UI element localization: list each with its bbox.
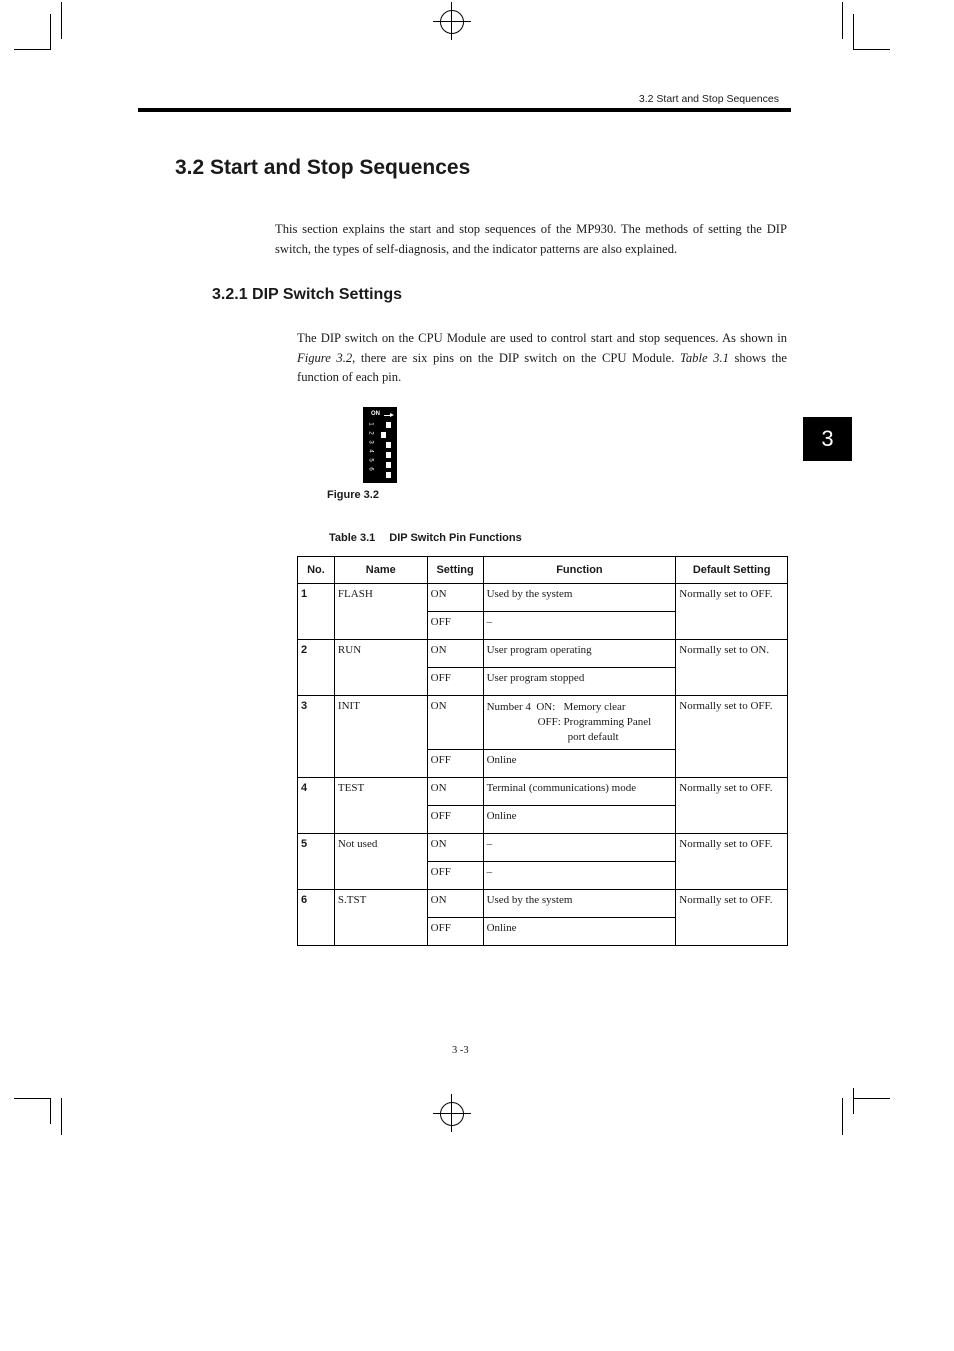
dip-pin: [386, 452, 391, 458]
pin-function: Online: [483, 918, 676, 946]
crop-mark: [853, 1098, 890, 1099]
registration-mark-h: [433, 1113, 471, 1114]
pin-setting: ON: [427, 696, 483, 750]
pin-number: 4: [298, 778, 335, 834]
intro-paragraph: This section explains the start and stop sequences of the MP930. The methods of setting the DIP switch, the types of self-diagnosis, and the indicator patterns are also explained.: [275, 222, 787, 256]
crop-mark: [842, 1098, 843, 1135]
column-header: Name: [334, 557, 427, 584]
body-text-2: , there are six pins on the DIP switch on the CPU Module.: [352, 350, 680, 365]
registration-mark: [440, 1102, 464, 1126]
figure-caption: Figure 3.2: [327, 489, 379, 501]
dip-pin-number: 1: [367, 422, 374, 426]
pin-number: 6: [298, 890, 335, 946]
pin-setting: OFF: [427, 862, 483, 890]
pin-default: Normally set to OFF.: [676, 778, 788, 834]
dip-pin: [386, 462, 391, 468]
crop-mark: [50, 14, 51, 50]
subsection-heading: 3.2.1 DIP Switch Settings: [212, 286, 402, 303]
crop-mark: [842, 2, 843, 39]
crop-mark: [14, 1098, 51, 1099]
pin-number: 5: [298, 834, 335, 890]
pin-function: Terminal (communications) mode: [483, 778, 676, 806]
crop-mark: [853, 14, 854, 50]
section-heading: 3.2 Start and Stop Sequences: [175, 156, 471, 179]
crop-mark: [14, 49, 51, 50]
column-header: Function: [483, 557, 676, 584]
crop-mark: [61, 2, 62, 39]
pin-setting: OFF: [427, 806, 483, 834]
pin-function: Online: [483, 806, 676, 834]
dip-pin-number: 3: [367, 440, 374, 444]
pin-name: FLASH: [334, 584, 427, 640]
column-header: No.: [298, 557, 335, 584]
body-paragraph: [297, 329, 787, 388]
registration-mark: [440, 10, 464, 34]
dip-on-label: ON: [371, 411, 380, 417]
pin-name: INIT: [334, 696, 427, 778]
pin-setting: ON: [427, 584, 483, 612]
chapter-tab: 3: [803, 417, 852, 461]
dip-pin: [386, 472, 391, 478]
table-row: [298, 834, 788, 862]
pin-function: Online: [483, 750, 676, 778]
pin-setting: OFF: [427, 918, 483, 946]
pin-setting: ON: [427, 640, 483, 668]
pin-name: TEST: [334, 778, 427, 834]
pin-function: Used by the system: [483, 890, 676, 918]
pin-setting: OFF: [427, 612, 483, 640]
pin-number: 2: [298, 640, 335, 696]
table-caption-number: Table 3.1: [329, 532, 376, 544]
pin-default: Normally set to OFF.: [676, 834, 788, 890]
pin-number: 3: [298, 696, 335, 778]
dip-pin: [386, 422, 391, 428]
pin-function: User program stopped: [483, 668, 676, 696]
crop-mark: [853, 49, 890, 50]
pin-function: [483, 696, 676, 750]
pin-setting: OFF: [427, 668, 483, 696]
registration-mark-v: [451, 1094, 452, 1132]
header-rule: [138, 108, 791, 112]
function-line: port default: [567, 731, 619, 743]
registration-mark-v: [451, 2, 452, 40]
pin-function: Used by the system: [483, 584, 676, 612]
table-row: [298, 778, 788, 806]
figure-reference[interactable]: Figure 3.2: [297, 350, 353, 365]
crop-mark: [853, 1088, 854, 1114]
table-row: [298, 640, 788, 668]
pin-function: –: [483, 612, 676, 640]
registration-mark-h: [433, 21, 471, 22]
table-caption: [329, 532, 522, 544]
pin-default: Normally set to OFF.: [676, 584, 788, 640]
column-header: Default Setting: [676, 557, 788, 584]
pin-default: Normally set to OFF.: [676, 696, 788, 778]
pin-name: RUN: [334, 640, 427, 696]
function-line: Number 4 ON: Memory clear: [486, 701, 626, 713]
dip-switch-table: [297, 556, 788, 946]
pin-function: User program operating: [483, 640, 676, 668]
dip-switch-figure: [363, 407, 397, 483]
dip-pin: [386, 442, 391, 448]
table-reference[interactable]: Table 3.1: [680, 350, 729, 365]
table-row: [298, 584, 788, 612]
table-row: [298, 696, 788, 750]
pin-setting: ON: [427, 890, 483, 918]
pin-setting: ON: [427, 834, 483, 862]
body-text-1: The DIP switch on the CPU Module are used to control start and stop sequences. As shown in: [297, 331, 787, 345]
column-header: Setting: [427, 557, 483, 584]
pin-function: –: [483, 862, 676, 890]
arrow-head-icon: [390, 413, 394, 417]
dip-pin-number: 5: [367, 458, 374, 462]
running-head: 3.2 Start and Stop Sequences: [638, 93, 779, 105]
pin-name: S.TST: [334, 890, 427, 946]
dip-pin-number: 4: [367, 449, 374, 453]
pin-default: Normally set to OFF.: [676, 890, 788, 946]
body-text-3: shows the function of each pin.: [297, 350, 787, 384]
pin-setting: OFF: [427, 750, 483, 778]
table-header-row: [298, 557, 788, 584]
pin-default: Normally set to ON.: [676, 640, 788, 696]
crop-mark: [61, 1098, 62, 1135]
pin-number: 1: [298, 584, 335, 640]
pin-name: Not used: [334, 834, 427, 890]
table-caption-title: DIP Switch Pin Functions: [389, 532, 522, 544]
pin-function: –: [483, 834, 676, 862]
table-row: [298, 890, 788, 918]
function-line: OFF: Programming Panel: [537, 716, 652, 728]
page-number: 3 -3: [452, 1045, 469, 1056]
dip-pin: [381, 432, 386, 438]
dip-pin-number: 6: [367, 467, 374, 471]
dip-pin-number: 2: [367, 431, 374, 435]
crop-mark: [50, 1098, 51, 1124]
pin-setting: ON: [427, 778, 483, 806]
